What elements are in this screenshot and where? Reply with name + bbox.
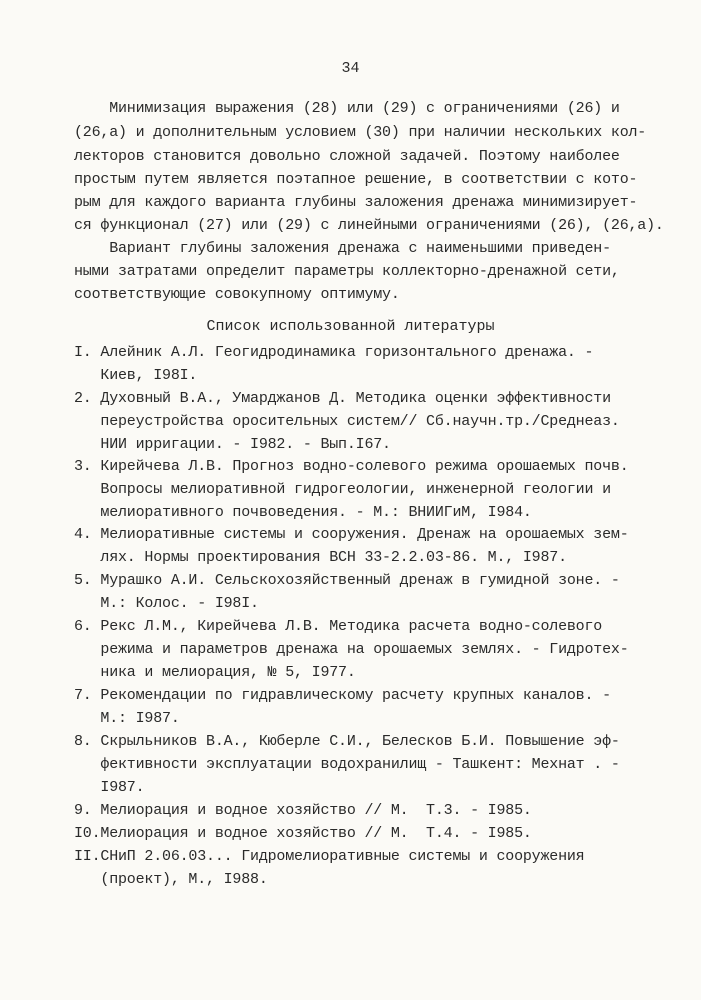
reference-line: НИИ ирригации. - I982. - Вып.I67.	[74, 436, 391, 453]
reference-line: ника и мелиорация, № 5, I977.	[74, 664, 356, 681]
reference-line: Киев, I98I.	[74, 367, 198, 384]
paragraph-line: соответствующие совокупному оптимуму.	[74, 286, 400, 303]
reference-line: М.: I987.	[74, 710, 180, 727]
reference-line: (проект), М., I988.	[74, 871, 268, 888]
paragraph-line: рым для каждого варианта глубины заложения дренажа минимизирует-	[74, 194, 638, 211]
paragraph-line: Минимизация выражения (28) или (29) с ограничениями (26) и	[74, 100, 620, 117]
reference-line: режима и параметров дренажа на орошаемых землях. - Гидротех-	[74, 641, 629, 658]
paragraph-line: ными затратами определит параметры коллекторно-дренажной сети,	[74, 263, 620, 280]
reference-line: 9. Мелиорация и водное хозяйство // М. Т.3. - I985.	[74, 802, 532, 819]
reference-line: II.СНиП 2.06.03... Гидромелиоративные системы и сооружения	[74, 848, 585, 865]
page-number: 34	[341, 60, 360, 77]
reference-line: Вопросы мелиоративной гидрогеологии, инженерной геологии и	[74, 481, 611, 498]
reference-line: мелиоративного почвоведения. - М.: ВНИИГиМ, I984.	[74, 504, 532, 521]
reference-line: 6. Рекс Л.М., Кирейчева Л.В. Методика расчета водно-солевого	[74, 618, 603, 635]
reference-line: I987.	[74, 779, 145, 796]
reference-line: I. Алейник А.Л. Геогидродинамика горизонтального дренажа. -	[74, 344, 594, 361]
reference-line: переустройства оросительных систем// Сб.научн.тр./Среднеаз.	[74, 413, 620, 430]
reference-line: 2. Духовный В.А., Умарджанов Д. Методика оценки эффективности	[74, 390, 611, 407]
reference-line: 4. Мелиоративные системы и сооружения. Дренаж на орошаемых зем-	[74, 526, 629, 543]
reference-line: лях. Нормы проектирования ВСН 33-2.2.03-86. М., I987.	[74, 549, 567, 566]
paragraph-line: ся функционал (27) или (29) с линейными ограничениями (26), (26,а).	[74, 217, 664, 234]
reference-line: 8. Скрыльников В.А., Кюберле С.И., Белесков Б.И. Повышение эф-	[74, 733, 620, 750]
paragraph-line: лекторов становится довольно сложной задачей. Поэтому наиболее	[74, 148, 620, 165]
reference-line: 3. Кирейчева Л.В. Прогноз водно-солевого режима орошаемых почв.	[74, 458, 629, 475]
reference-line: фективности эксплуатации водохранилищ - Ташкент: Мехнат . -	[74, 756, 620, 773]
reference-line: I0.Мелиорация и водное хозяйство // М. Т.4. - I985.	[74, 825, 532, 842]
reference-line: М.: Колос. - I98I.	[74, 595, 259, 612]
paragraph-line: Вариант глубины заложения дренажа с наименьшими приведен-	[74, 240, 611, 257]
reference-line: 5. Мурашко А.И. Сельскохозяйственный дренаж в гумидной зоне. -	[74, 572, 620, 589]
reference-line: 7. Рекомендации по гидравлическому расчету крупных каналов. -	[74, 687, 611, 704]
paragraph-line: (26,а) и дополнительным условием (30) при наличии нескольких кол-	[74, 124, 647, 141]
paragraph-line: простым путем является поэтапное решение, в соответствии с кото-	[74, 171, 638, 188]
references-title: Список использованной литературы	[206, 318, 495, 335]
